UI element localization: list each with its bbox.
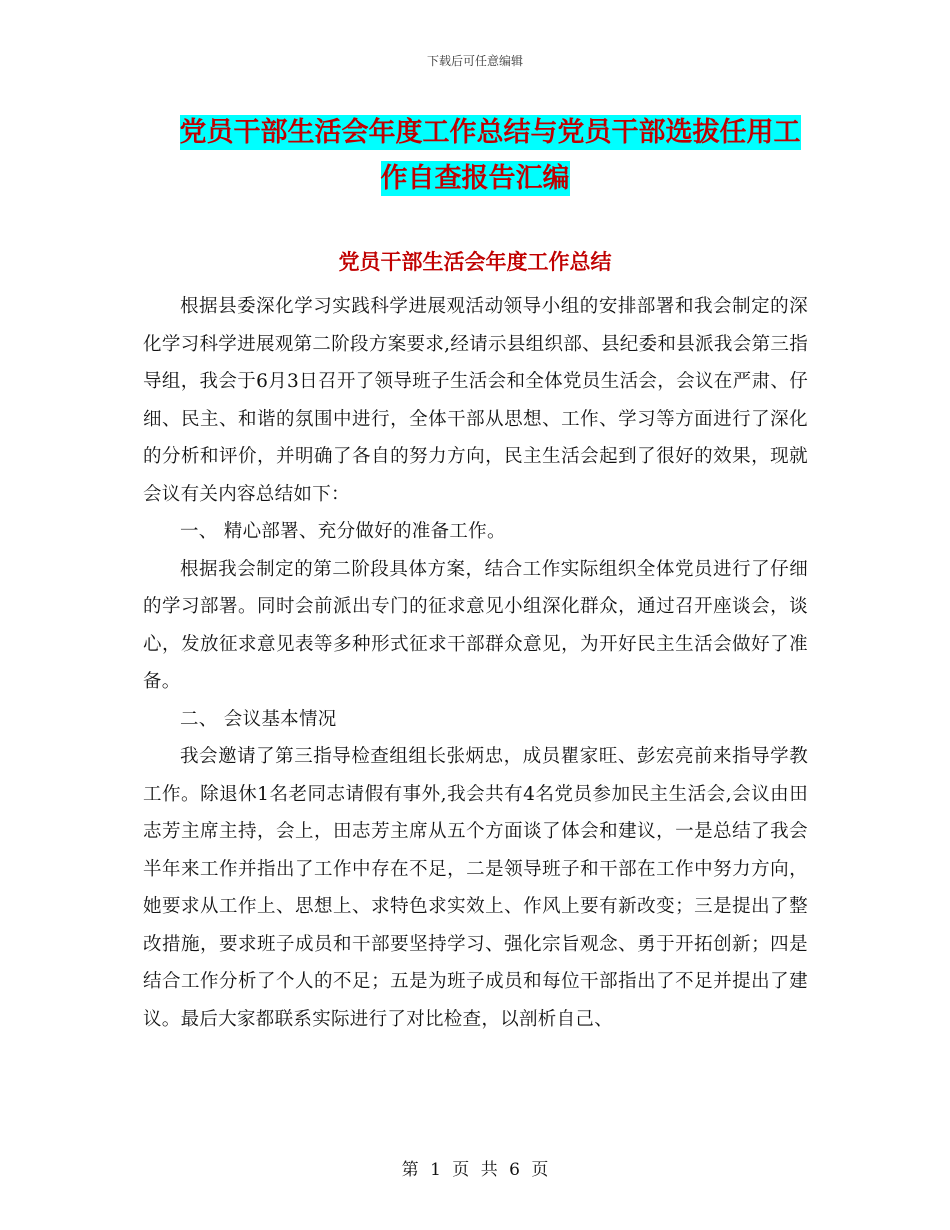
- document-title: [0, 110, 950, 202]
- paragraph-intro: 根据县委深化学习实践科学进展观活动领导小组的安排部署和我会制定的深化学习科学进展观第二阶段方案要求,经请示县组织部、县纪委和县派我会第三指导组，我会于6月3日召开了领导班子生活会和全体党员生活会，会议在严肃、仔细、民主、和谐的氛围中进行，全体干部从思想、工作、学习等方面进行了深化的分析和评价，并明确了各自的努力方向，民主生活会起到了很好的效果，现就会议有关内容总结如下：: [143, 296, 808, 505]
- paragraph-meeting-overview: 我会邀请了第三指导检查组组长张炳忠，成员瞿家旺、彭宏亮前来指导学教工作。除退休1名老同志请假有事外,我会共有4名党员参加民主生活会,会议由田志芳主席主持，会上，田志芳主席从五个方面谈了体会和建议，一是总结了我会半年来工作并指出了工作中存在不足，二是领导班子和干部在工作中努力方向，她要求从工作上、思想上、求特色求实效上、作风上要有新改变；三是提出了整改措施，要求班子成员和干部要坚持学习、强化宗旨观念、勇于开拓创新；四是结合工作分析了个人的不足；五是为班子成员和每位干部指出了不足并提出了建议。最后大家都联系实际进行了对比检查，以剖析自己、: [143, 746, 808, 1030]
- paragraph-preparation: 根据我会制定的第二阶段具体方案，结合工作实际组织全体党员进行了仔细的学习部署。同时会前派出专门的征求意见小组深化群众，通过召开座谈会，谈心，发放征求意见表等多种形式征求干部群众意见，为开好民主生活会做好了准备。: [143, 558, 808, 692]
- page-footer: 第 1 页 共 6 页: [401, 1160, 549, 1180]
- heading-preparation: 一、 精心部署、充分做好的准备工作。: [180, 521, 506, 542]
- document-title-line-1: 党员干部生活会年度工作总结与党员干部选拔任用工: [179, 117, 801, 148]
- document-title-line-2: 作自查报告汇编: [380, 163, 570, 194]
- header-note: 下载后可任意编辑: [426, 54, 523, 68]
- document-body: [143, 288, 808, 1038]
- heading-meeting-overview: 二、 会议基本情况: [180, 708, 337, 730]
- section-title: 党员干部生活会年度工作总结: [338, 250, 612, 274]
